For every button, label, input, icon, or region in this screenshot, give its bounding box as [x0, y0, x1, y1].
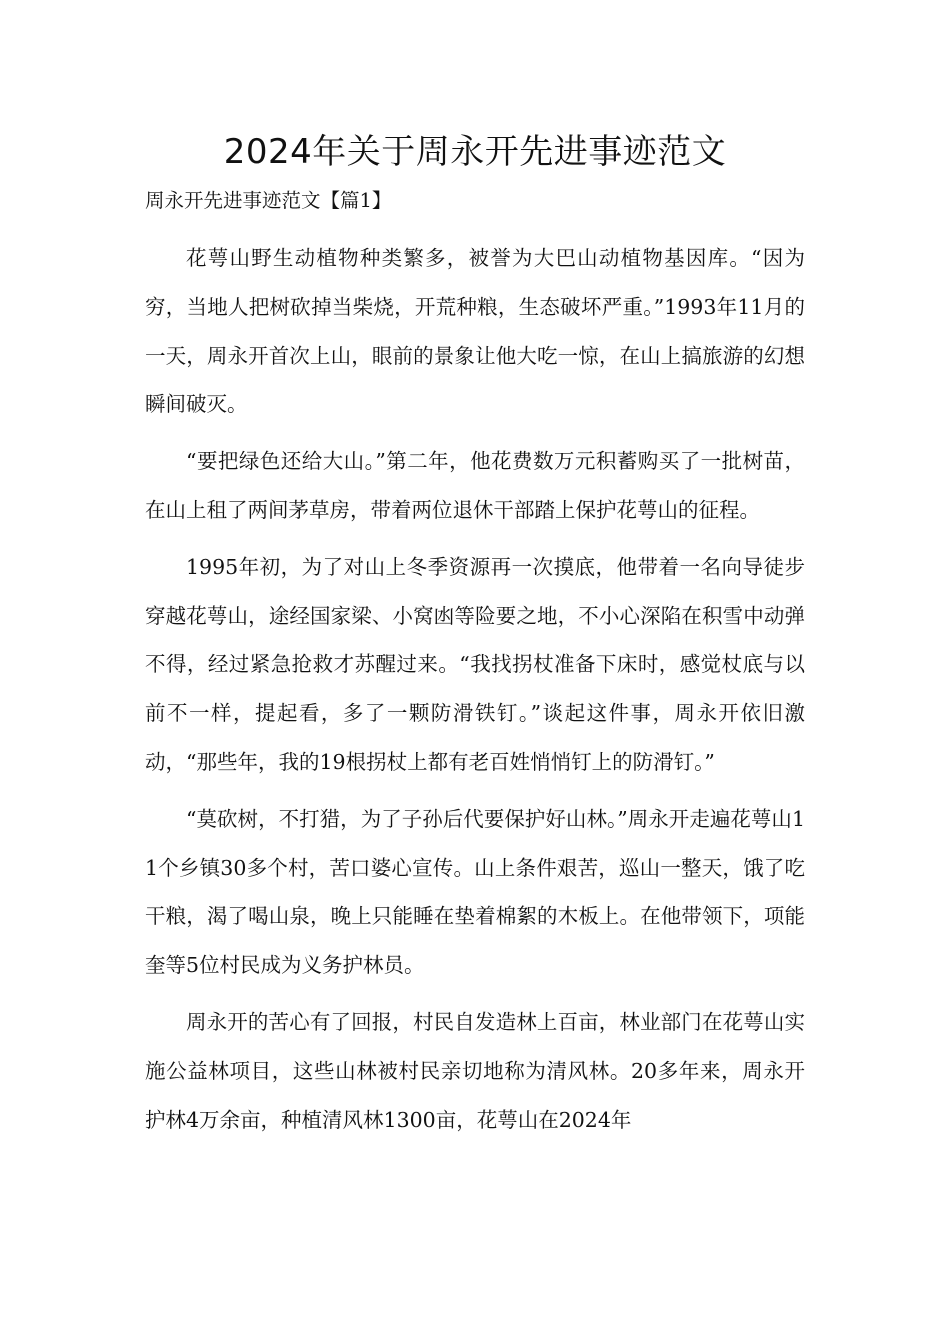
paragraph-1: 花萼山野生动植物种类繁多，被誉为大巴山动植物基因库。“因为穷，当地人把树砍掉当柴烧，开荒种粮，生态破坏严重。”1993年11月的一天，周永开首次上山，眼前的景象让他大吃一惊，在山上搞旅游的幻想瞬间破灭。 [145, 246, 805, 417]
paragraph-2: “要把绿色还给大山。”第二年，他花费数万元积蓄购买了一批树苗，在山上租了两间茅草房，带着两位退休干部踏上保护花萼山的征程。 [145, 449, 805, 522]
section-heading: 周永开先进事迹范文【篇1】 [145, 189, 392, 212]
paragraph-5: 周永开的苦心有了回报，村民自发造林上百亩，林业部门在花萼山实施公益林项目，这些山林被村民亲切地称为清风林。20多年来，周永开护林4万余亩，种植清风林1300亩，花萼山在2024年 [145, 1009, 805, 1132]
paragraph-4: “莫砍树，不打猎，为了子孙后代要保护好山林。”周永开走遍花萼山11个乡镇30多个村，苦口婆心宣传。山上条件艰苦，巡山一整天，饿了吃干粮，渴了喝山泉，晚上只能睡在垫着棉絮的木板上。在他带领下，项能奎等5位村民成为义务护林员。 [145, 806, 805, 978]
paragraph-3: 1995年初，为了对山上冬季资源再一次摸底，他带着一名向导徒步穿越花萼山，途经国家梁、小窝凼等险要之地，不小心深陷在积雪中动弹不得，经过紧急抢救才苏醒过来。“我找拐杖准备下床时，感觉杖底与以前不一样，提起看，多了一颗防滑铁钉。”谈起这件事，周永开依旧激动，“那些年，我的19根拐杖上都有老百姓悄悄钉上的防滑钉。” [145, 554, 805, 774]
document-title: 2024年关于周永开先进事迹范文 [223, 132, 727, 172]
